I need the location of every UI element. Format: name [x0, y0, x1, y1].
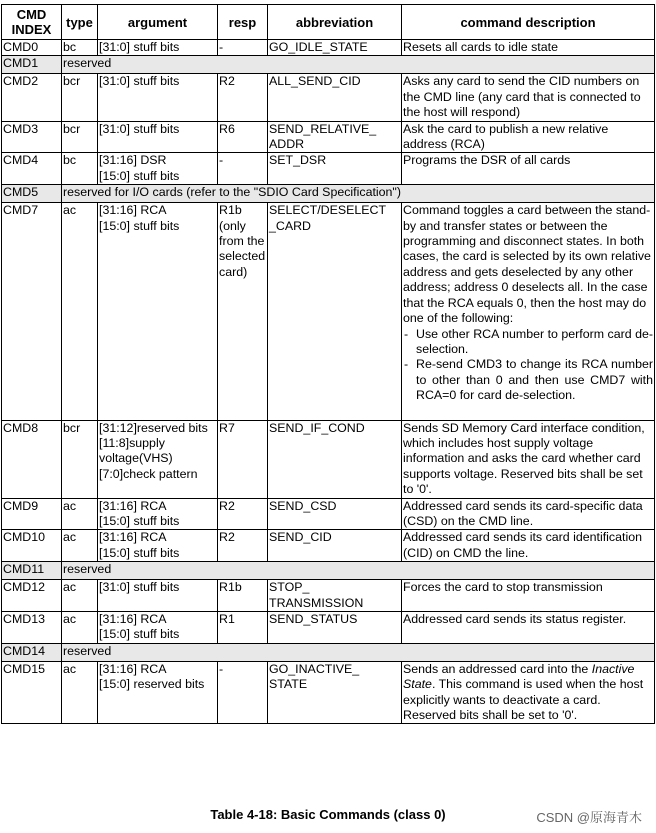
table-row: [2, 498, 655, 530]
description-cell: Resets all cards to idle state: [402, 40, 655, 56]
cmd-cell: CMD10: [2, 530, 62, 562]
resp-cell: R1: [218, 612, 268, 644]
argument-cell: [31:16] RCA [15:0] stuff bits: [98, 530, 218, 562]
cmd-cell: CMD5: [2, 185, 62, 203]
reserved-cell: reserved for I/O cards (refer to the "SDIO Card Specification"): [62, 185, 655, 203]
description-cell: Addressed card sends its card-specific data (CSD) on the CMD line.: [402, 498, 655, 530]
argument-cell: [31:0] stuff bits: [98, 40, 218, 56]
reserved-cell: reserved: [62, 56, 655, 74]
table-row: [2, 612, 655, 644]
header-description: command description: [402, 5, 655, 40]
argument-cell: [31:12]reserved bits [11:8]supply voltage(VHS) [7:0]check pattern: [98, 420, 218, 498]
type-cell: ac: [62, 661, 98, 724]
argument-cell: [31:16] RCA [15:0] stuff bits: [98, 203, 218, 420]
cmd-cell: CMD7: [2, 203, 62, 420]
abbreviation-cell: SEND_CID: [268, 530, 402, 562]
cmd-cell: CMD3: [2, 121, 62, 153]
cmd-cell: CMD13: [2, 612, 62, 644]
cmd-cell: CMD8: [2, 420, 62, 498]
abbreviation-cell: SEND_RELATIVE_ ADDR: [268, 121, 402, 153]
watermark: CSDN @原海青木: [536, 810, 642, 825]
cmd-cell: CMD14: [2, 643, 62, 661]
abbreviation-cell: SELECT/DESELECT _CARD: [268, 203, 402, 420]
description-cell: Command toggles a card between the stand-by and transfer states or between the programming and disconnect states. In both cases, the card is selected by its own relative address and gets deselected by any other address; address 0 deselects all. In the case that the RCA equals 0, then the host may do one of the following: - Use other RCA number to perform card de-selection. - Re-send CMD3 to change its RCA number to other than 0 and then use CMD7 with RCA=0 for card de-selection.: [402, 203, 655, 420]
table-row: [2, 74, 655, 121]
header-abbreviation: abbreviation: [268, 5, 402, 40]
cmd-cell: CMD15: [2, 661, 62, 724]
resp-cell: R2: [218, 530, 268, 562]
table-row: [2, 420, 655, 498]
abbreviation-cell: SEND_STATUS: [268, 612, 402, 644]
header-row: [2, 5, 655, 40]
table-row: [2, 580, 655, 612]
argument-cell: [31:16] DSR [15:0] stuff bits: [98, 153, 218, 185]
inactive-state-term: Inactive State: [403, 661, 635, 692]
cmd-cell: CMD11: [2, 562, 62, 580]
type-cell: ac: [62, 580, 98, 612]
basic-commands-table: [1, 4, 655, 724]
cmd-cell: CMD2: [2, 74, 62, 121]
resp-cell: -: [218, 661, 268, 724]
type-cell: bc: [62, 153, 98, 185]
type-cell: ac: [62, 530, 98, 562]
cmd-cell: CMD0: [2, 40, 62, 56]
abbreviation-cell: SEND_CSD: [268, 498, 402, 530]
resp-cell: R1b (only from the selected card): [218, 203, 268, 420]
abbreviation-cell: STOP_ TRANSMISSION: [268, 580, 402, 612]
description-cell: Sends SD Memory Card interface condition, which includes host supply voltage information and asks the card whether card supports voltage. Reserved bits shall be set to '0'.: [402, 420, 655, 498]
resp-cell: -: [218, 40, 268, 56]
abbreviation-cell: GO_INACTIVE_ STATE: [268, 661, 402, 724]
abbreviation-cell: SEND_IF_COND: [268, 420, 402, 498]
type-cell: bcr: [62, 74, 98, 121]
type-cell: bcr: [62, 121, 98, 153]
table-row: [2, 121, 655, 153]
resp-cell: R6: [218, 121, 268, 153]
resp-cell: R2: [218, 74, 268, 121]
cmd-cell: CMD9: [2, 498, 62, 530]
argument-cell: [31:0] stuff bits: [98, 121, 218, 153]
description-cell: Asks any card to send the CID numbers on the CMD line (any card that is connected to the host will respond): [402, 74, 655, 121]
abbreviation-cell: ALL_SEND_CID: [268, 74, 402, 121]
type-cell: ac: [62, 612, 98, 644]
description-cell: Addressed card sends its status register.: [402, 612, 655, 644]
resp-cell: R2: [218, 498, 268, 530]
description-cell: Forces the card to stop transmission: [402, 580, 655, 612]
resp-cell: -: [218, 153, 268, 185]
table-row-reserved: [2, 56, 655, 74]
description-cell: Ask the card to publish a new relative address (RCA): [402, 121, 655, 153]
description-bullet-list: [403, 327, 653, 404]
header-cmd-index: CMD INDEX: [2, 5, 62, 40]
description-cell: Sends an addressed card into the Inactive State. This command is used when the host explicitly wants to deactivate a card. Reserved bits shall be set to '0'.: [402, 661, 655, 724]
type-cell: bcr: [62, 420, 98, 498]
cmd-cell: CMD4: [2, 153, 62, 185]
abbreviation-cell: GO_IDLE_STATE: [268, 40, 402, 56]
type-cell: bc: [62, 40, 98, 56]
table-row: [2, 203, 655, 420]
list-item: - Use other RCA number to perform card de-selection.: [403, 327, 653, 358]
argument-cell: [31:0] stuff bits: [98, 580, 218, 612]
table-row-reserved: [2, 643, 655, 661]
table-row: [2, 40, 655, 56]
header-resp: resp: [218, 5, 268, 40]
type-cell: ac: [62, 498, 98, 530]
table-row: [2, 153, 655, 185]
table-caption: Table 4-18: Basic Commands (class 0): [210, 807, 446, 822]
table-row: [2, 530, 655, 562]
description-cell: Programs the DSR of all cards: [402, 153, 655, 185]
cmd-cell: CMD1: [2, 56, 62, 74]
argument-cell: [31:0] stuff bits: [98, 74, 218, 121]
list-item: - Re-send CMD3 to change its RCA number to other than 0 and then use CMD7 with RCA=0 for card de-selection.: [403, 357, 653, 403]
argument-cell: [31:16] RCA [15:0] reserved bits: [98, 661, 218, 724]
description-cell: Addressed card sends its card identification (CID) on CMD the line.: [402, 530, 655, 562]
header-type: type: [62, 5, 98, 40]
reserved-cell: reserved: [62, 562, 655, 580]
abbreviation-cell: SET_DSR: [268, 153, 402, 185]
argument-cell: [31:16] RCA [15:0] stuff bits: [98, 498, 218, 530]
reserved-cell: reserved: [62, 643, 655, 661]
resp-cell: R7: [218, 420, 268, 498]
type-cell: ac: [62, 203, 98, 420]
header-argument: argument: [98, 5, 218, 40]
table-row: [2, 661, 655, 724]
resp-cell: R1b: [218, 580, 268, 612]
table-row-reserved: [2, 562, 655, 580]
cmd-cell: CMD12: [2, 580, 62, 612]
table-row-reserved: [2, 185, 655, 203]
argument-cell: [31:16] RCA [15:0] stuff bits: [98, 612, 218, 644]
